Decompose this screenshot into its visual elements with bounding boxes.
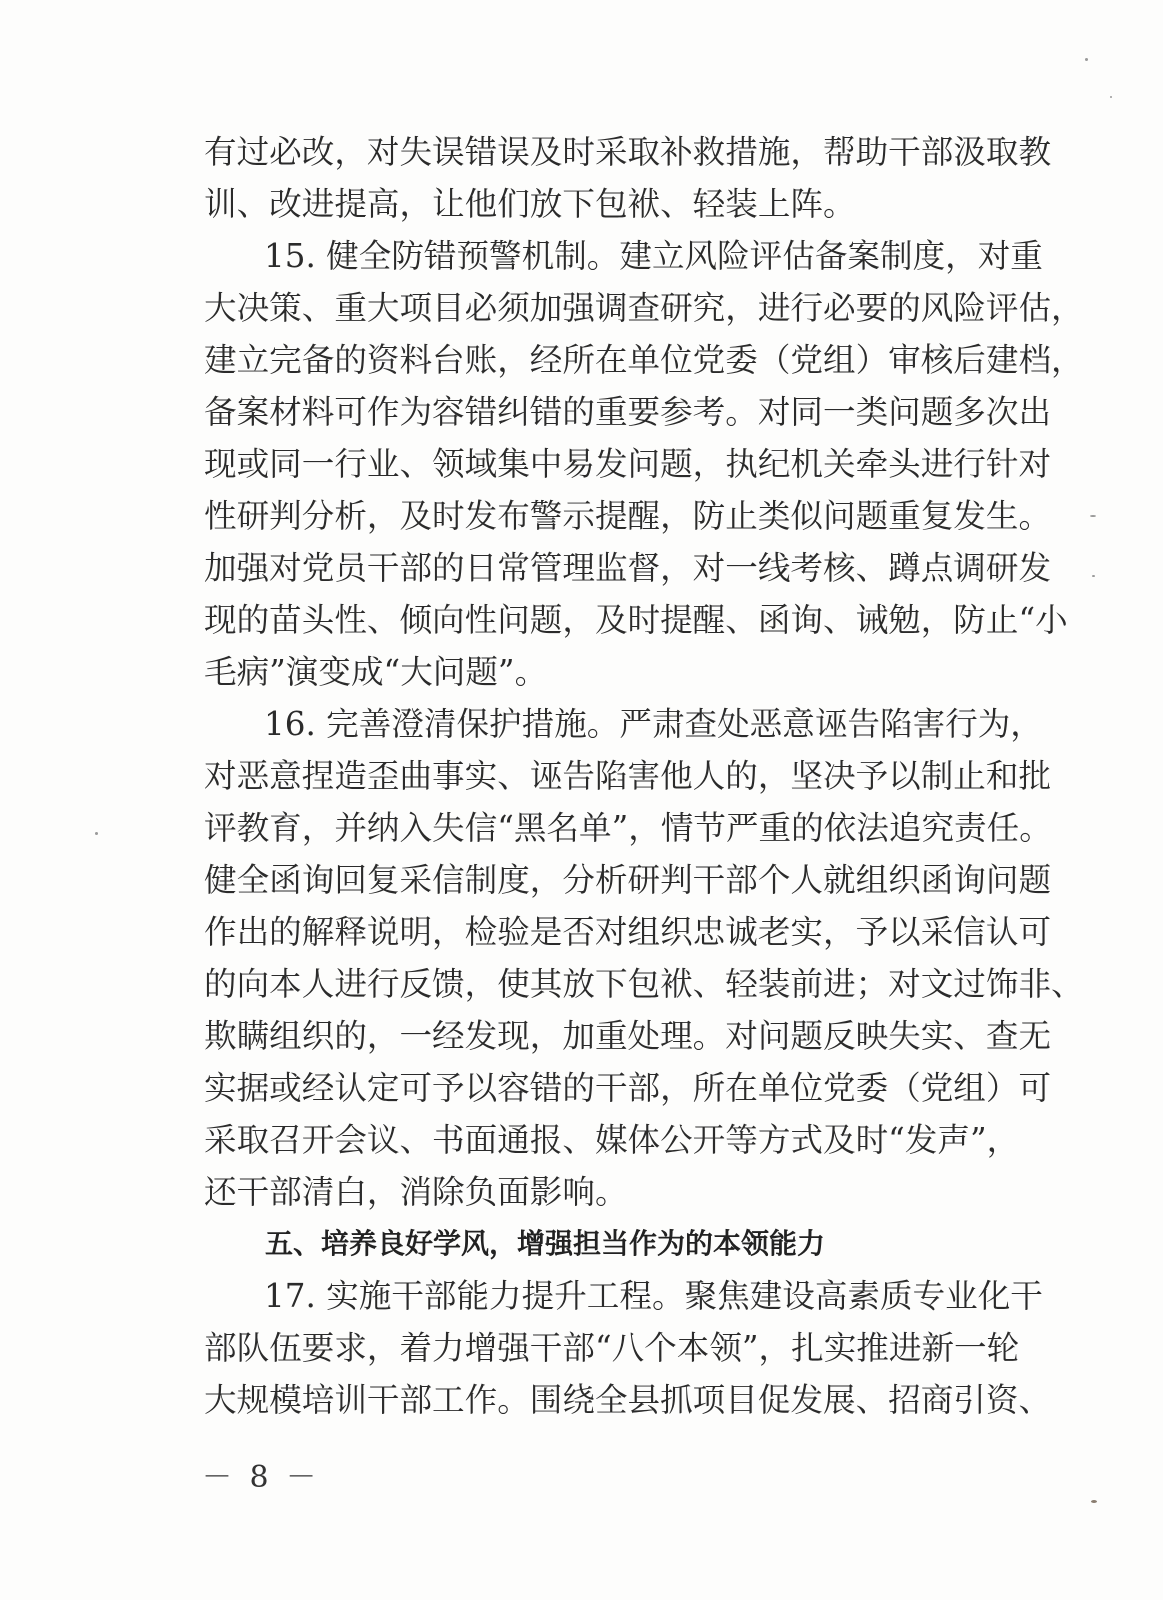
scan-speck	[1090, 515, 1096, 517]
text-line: 评教育，并纳入失信“黑名单”，情节严重的依法追究责任。	[204, 809, 1052, 847]
text-line: 备案材料可作为容错纠错的重要参考。对同一类问题多次出	[204, 393, 1052, 431]
text-line: 作出的解释说明，检验是否对组织忠诚老实，予以采信认可	[204, 913, 1052, 951]
text-line: 健全函询回复采信制度，分析研判干部个人就组织函询问题	[204, 861, 1052, 899]
text-line: 部队伍要求，着力增强干部“八个本领”，扎实推进新一轮	[204, 1329, 1020, 1367]
scan-speck	[1110, 96, 1112, 98]
text-line: 还干部清白，消除负面影响。	[204, 1173, 628, 1211]
text-line: 建立完备的资料台账，经所在单位党委（党组）审核后建档，	[204, 341, 1084, 379]
text-line: 采取召开会议、书面通报、媒体公开等方式及时“发声”，	[204, 1121, 1020, 1159]
text-line: 实据或经认定可予以容错的干部，所在单位党委（党组）可	[204, 1069, 1052, 1107]
section-heading: 五、培养良好学风，增强担当作为的本领能力	[265, 1227, 826, 1260]
scan-speck	[95, 832, 98, 835]
page-number: － 8 －	[202, 1460, 321, 1495]
text-line: 毛病”演变成“大问题”。	[204, 653, 548, 691]
text-line: 对恶意捏造歪曲事实、诬告陷害他人的，坚决予以制止和批	[204, 757, 1052, 795]
text-line: 16. 完善澄清保护措施。严肃查处恶意诬告陷害行为，	[264, 705, 1043, 743]
text-line: 大规模培训干部工作。围绕全县抓项目促发展、招商引资、	[204, 1381, 1052, 1419]
scan-speck	[1091, 1500, 1097, 1503]
scan-speck	[1085, 58, 1088, 61]
text-line: 15. 健全防错预警机制。建立风险评估备案制度，对重	[264, 237, 1043, 275]
text-line: 大决策、重大项目必须加强调查研究，进行必要的风险评估，	[204, 289, 1084, 327]
text-line: 现或同一行业、领域集中易发问题，执纪机关牵头进行针对	[204, 445, 1052, 483]
text-line: 有过必改，对失误错误及时采取补救措施，帮助干部汲取教	[204, 133, 1052, 171]
text-line: 欺瞒组织的，一经发现，加重处理。对问题反映失实、查无	[204, 1017, 1052, 1055]
text-line: 的向本人进行反馈，使其放下包袱、轻装前进；对文过饰非、	[204, 965, 1084, 1003]
text-line: 训、改进提高，让他们放下包袱、轻装上阵。	[204, 185, 856, 223]
text-line: 性研判分析，及时发布警示提醒，防止类似问题重复发生。	[204, 497, 1052, 535]
text-line: 加强对党员干部的日常管理监督，对一线考核、蹲点调研发	[204, 549, 1052, 587]
text-line: 现的苗头性、倾向性问题，及时提醒、函询、诫勉，防止“小	[204, 601, 1068, 639]
scan-speck	[1092, 575, 1095, 577]
text-line: 17. 实施干部能力提升工程。聚焦建设高素质专业化干	[264, 1277, 1043, 1315]
